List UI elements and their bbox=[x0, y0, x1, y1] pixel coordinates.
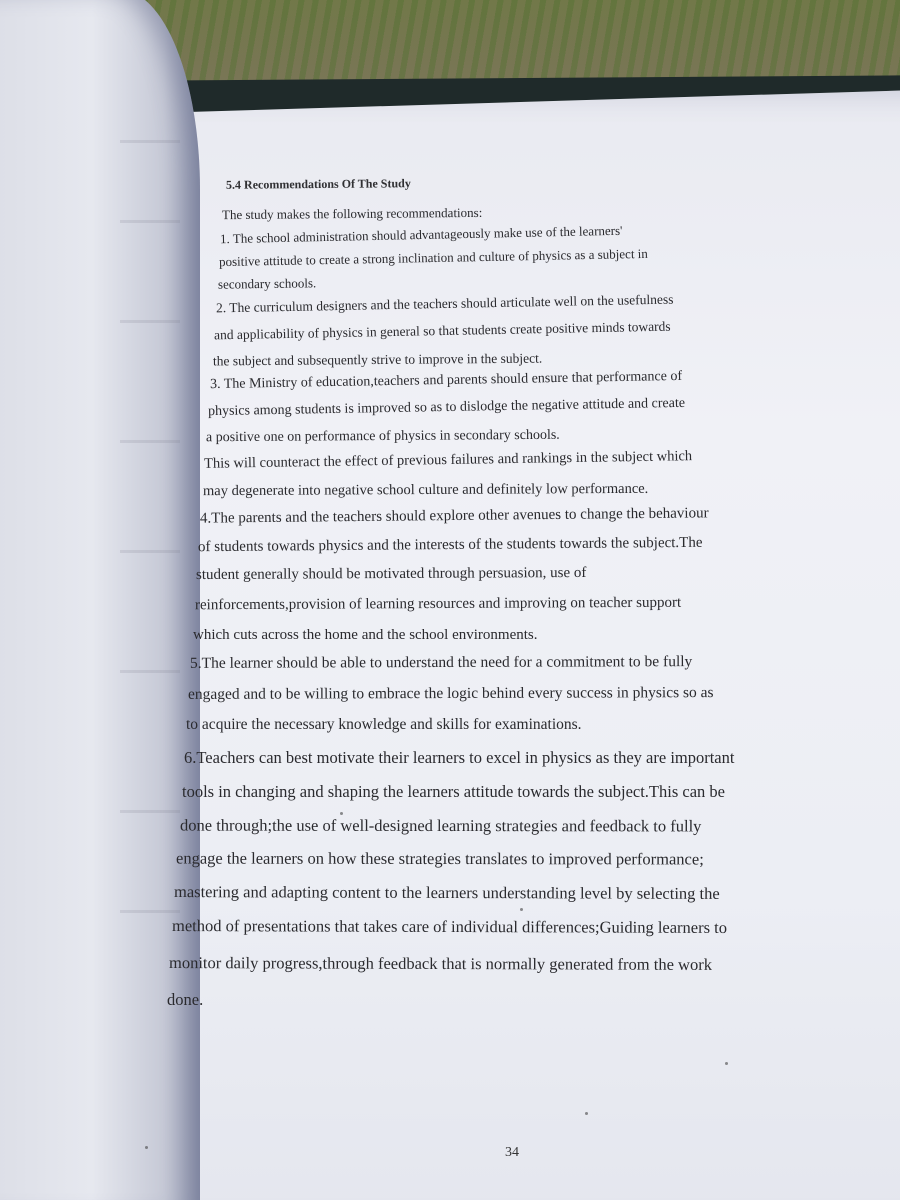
ghost-text-line bbox=[120, 220, 180, 223]
ghost-text-line bbox=[120, 910, 180, 913]
paper-speck bbox=[520, 908, 523, 911]
body-line: monitor daily progress,through feedback that is normally generated from the work bbox=[168, 953, 713, 974]
paper-speck bbox=[585, 1112, 588, 1115]
ghost-text-line bbox=[120, 440, 180, 443]
paper-speck bbox=[145, 1146, 148, 1149]
body-line: This will counteract the effect of previous failures and rankings in the subject which bbox=[203, 448, 693, 472]
body-line: may degenerate into negative school culture and definitely low performance. bbox=[202, 480, 649, 500]
body-line: reinforcements,provision of learning resources and improving on teacher support bbox=[194, 594, 682, 614]
ghost-text-line bbox=[120, 320, 180, 323]
body-line: of students towards physics and the interests of the students towards the subject.The bbox=[197, 534, 703, 556]
page-number: 34 bbox=[505, 1145, 519, 1160]
ghost-text-line bbox=[120, 140, 180, 143]
body-line: student generally should be motivated through persuasion, use of bbox=[195, 564, 587, 584]
body-line: method of presentations that takes care of individual differences;Guiding learners to bbox=[171, 916, 728, 937]
body-line: secondary schools. bbox=[217, 275, 317, 292]
body-line: tools in changing and shaping the learners attitude towards the subject.This can be bbox=[182, 782, 725, 801]
intro-text: The study makes the following recommendations: bbox=[221, 204, 483, 223]
body-line: a positive one on performance of physics in secondary schools. bbox=[205, 427, 560, 446]
body-line: 5.The learner should be able to understand the need for a commitment to be fully bbox=[189, 653, 693, 672]
body-line: engage the learners on how these strategies translates to improved performance; bbox=[175, 848, 704, 869]
body-line: which cuts across the home and the school environments. bbox=[193, 627, 538, 643]
body-line: the subject and subsequently strive to improve in the subject. bbox=[212, 350, 543, 369]
facing-page bbox=[0, 0, 200, 1200]
body-line: done. bbox=[167, 990, 204, 1009]
body-line: 2. The curriculum designers and the teachers should articulate well on the usefulness bbox=[215, 291, 674, 316]
paper-speck bbox=[725, 1062, 728, 1065]
body-line: engaged and to be willing to embrace the logic behind every success in physics so as bbox=[187, 684, 714, 703]
paper-speck bbox=[340, 812, 343, 815]
body-line: done through;the use of well-designed learning strategies and feedback to fully bbox=[179, 815, 702, 836]
body-line: 3. The Ministry of education,teachers and parents should ensure that performance of bbox=[209, 368, 683, 393]
body-line: 4.The parents and the teachers should explore other avenues to change the behaviour bbox=[199, 505, 709, 527]
body-line: positive attitude to create a strong inclination and culture of physics as a subject in bbox=[218, 245, 648, 270]
section-heading: 5.4 Recommendations Of The Study bbox=[225, 176, 411, 192]
ghost-text-line bbox=[120, 550, 180, 553]
body-line: and applicability of physics in general so that students create positive minds towards bbox=[213, 318, 671, 343]
ghost-text-line bbox=[120, 670, 180, 673]
ghost-text-line bbox=[120, 810, 180, 813]
body-line: physics among students is improved so as to dislodge the negative attitude and create bbox=[207, 395, 686, 420]
body-line: to acquire the necessary knowledge and skills for examinations. bbox=[186, 716, 582, 733]
body-line: 1. The school administration should advantageously make use of the learners' bbox=[219, 222, 623, 247]
body-line: mastering and adapting content to the learners understanding level by selecting the bbox=[173, 882, 720, 903]
body-line: 6.Teachers can best motivate their learners to excel in physics as they are important bbox=[184, 748, 735, 767]
